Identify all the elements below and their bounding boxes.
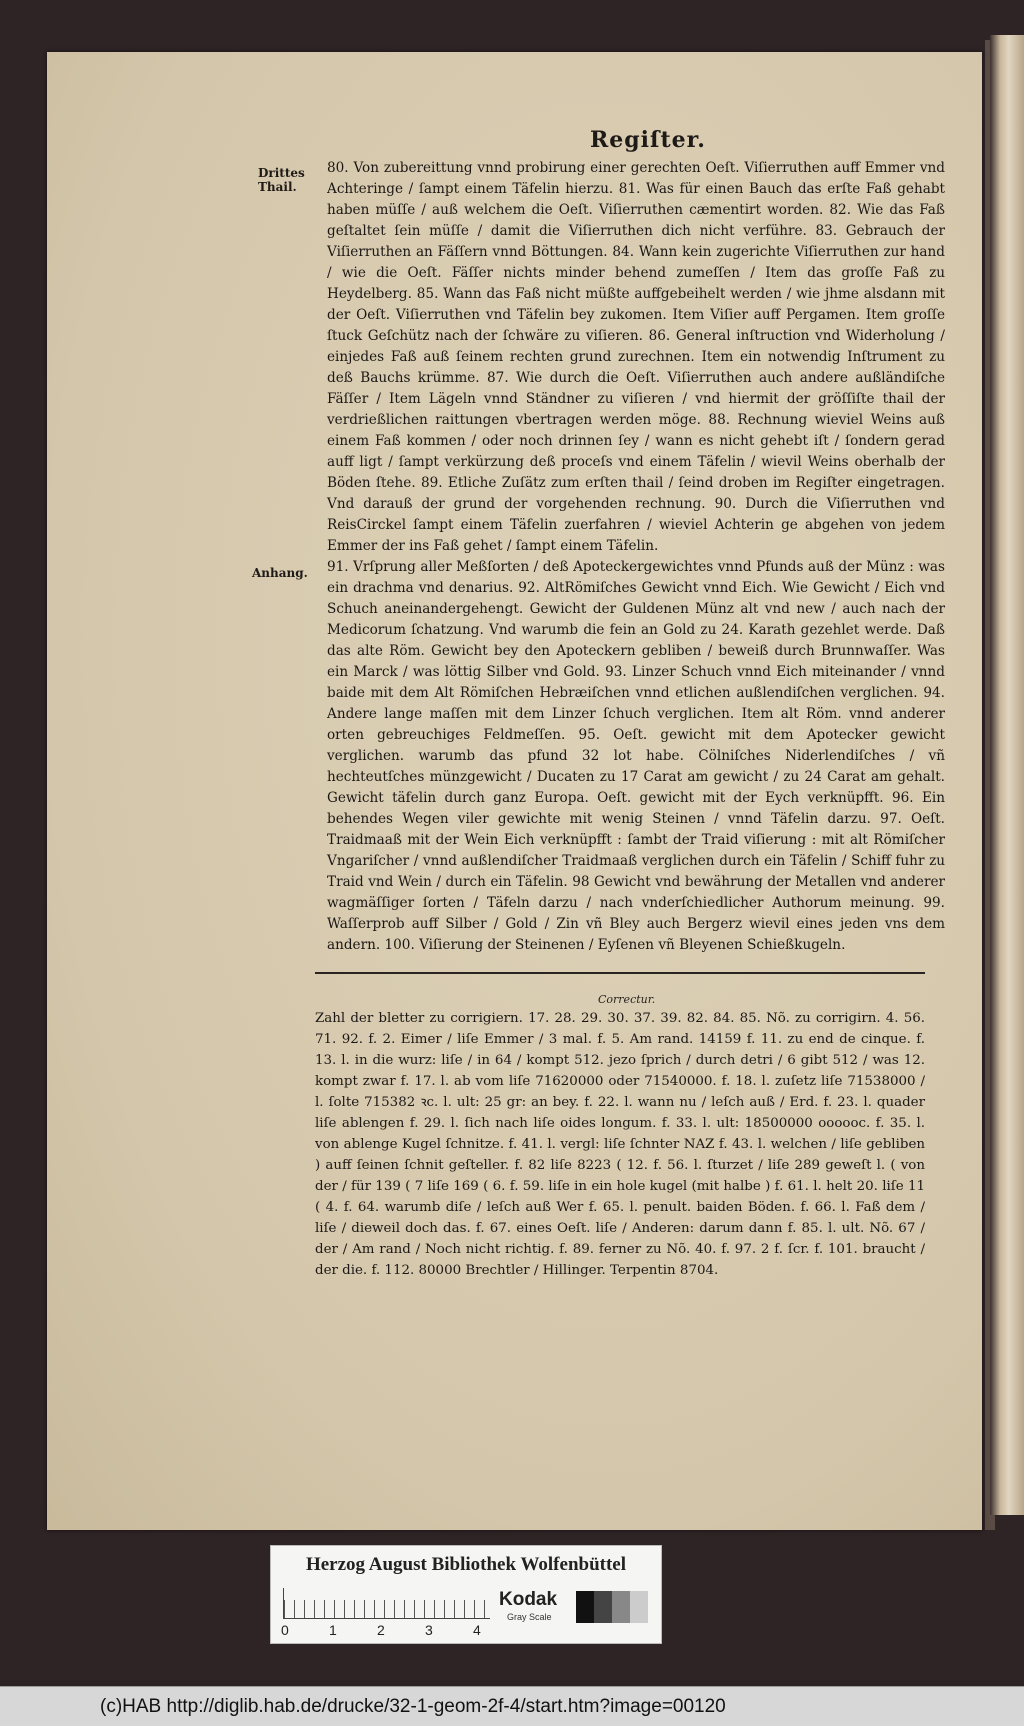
correction-text: Zahl der bletter zu corrigiern. 17. 28. 29. 30. 37. 39. 82. 84. 85. Nõ. zu corrigirn. 4. 56. 71. 92. f. 2. Eimer / liſe Emmer / 3 mal. f. 5. Am rand. 14159 f. 11. zu end de cinque. f. 13. l. in die wurz: liſe / in 64 / kompt 512. jezo ſprich / durch detri / 6 gibt 512 / was 12. kompt zwar f. 17. l. ab vom liſe 71620000 oder 71540000. f. 18. l. zuſetz liſe 71538000 / l. ſolte 715382 ꝛc. l. ult: 25 gr: an bey. f. 22. l. wann nu / leſch auß / Erd. f. 23. l. quader liſe ablengen f. 29. l. ſich nach liſe oides longum. f. 33. l. ult: 18500000 oooooc. f. 35. l. von ablenge Kugel ſchnitze. f. 41. l. vergl: liſe ſchnter NAZ f. 43. l. welchen / liſe gebliben ) auff ſeinen ſchnit geſteller. f. 82 liſe 8223 ( 12. f. 56. l. ſturzet / liſe 289 geweſt l. ( von der / für 139 ( 7 liſe 169 ( 6. f. 59. liſe in ein hole kugel (mit halbe ) f. 61. l. helt 20. liſe 11 ( 4. f. 64. warumb diſe / leſch auß Wer f. 65. l. penult. baiden Böden. f. 66. l. Faß dem / liſe / dieweil doch das. f. 67. eines Oeſt. liſe / Anderen: darum dann f. 85. l. ult. Nõ. 67 / der / Am rand / Noch nicht richtig. f. 89. ferner zu Nõ. 40. f. 97. 2 f. ſcr. f. 101. braucht / der die. f. 112. 80000 Brechtler / Hillinger. Terpentin 8704. bbox=[315, 1011, 925, 1278]
register-body bbox=[327, 158, 945, 956]
correction-block bbox=[315, 1008, 925, 1281]
book-edge bbox=[990, 35, 1024, 1515]
ruler-numbers bbox=[281, 1622, 511, 1638]
ruler-number: 0 bbox=[281, 1622, 289, 1638]
gray-patch bbox=[630, 1591, 648, 1623]
copyright-footer bbox=[0, 1686, 1024, 1726]
ruler-number: 2 bbox=[377, 1622, 385, 1638]
ruler-number: 4 bbox=[473, 1622, 481, 1638]
section-divider bbox=[315, 972, 925, 974]
library-name: Herzog August Bibliothek Wolfenbüttel bbox=[305, 1554, 627, 1575]
color-target-card bbox=[270, 1545, 662, 1644]
gray-patch bbox=[612, 1591, 630, 1623]
ruler-scale bbox=[283, 1588, 490, 1619]
gray-scale-label: Gray Scale bbox=[507, 1612, 552, 1622]
gray-patch bbox=[594, 1591, 612, 1623]
correction-title: Correctur. bbox=[598, 993, 656, 1006]
margin-note-drittes-thail: Drittes Thail. bbox=[258, 166, 305, 194]
register-paragraph: 91. Vrſprung aller Meßſorten / deß Apoteckergewichtes vnnd Pfunds auß der Münz : was ein drachma vnd denarius. 92. AltRömiſches Gewicht vnnd Eich. Wie Gewicht / Eich vnd Schuch aneinandergehengt. Gewicht der Guldenen Münz alt vnd new / auch nach der Medicorum ſchatzung. Vnd warumb die fein an Gold zu 24. Karath gezehlet werde. Daß das alte Röm. Gewicht bey den Apoteckern gebliben / beweiß durch Brunnwaſſer. Was ein Marck / was löttig Silber vnd Gold. 93. Linzer Schuch vnnd Eich miteinander / vnnd baide mit dem Alt Römiſchen Hebræiſchen vnnd etlichen außlendiſchen verglichen. 94. Andere lange maſſen mit dem Linzer ſchuch verglichen. Item alt Röm. vnnd anderer orten gebreuchiges Feldmeſſen. 95. Oeſt. gewicht mit dem Apotecker gewicht verglichen. warumb das pfund 32 lot habe. Cölniſches Niderlendiſches / vñ hechteutſches münzgewicht / Ducaten zu 17 Carat am gewicht / zu 24 Carat am gehalt. Gewicht täfelin durch ganz Europa. Oeſt. gewicht mit der Eych verknüpfft. 96. Ein behendes Wegen viler gewichte mit wenig Steinen / vnnd Täfelin darzu. 97. Oeſt. Traidmaaß mit der Wein Eich verknüpfft : ſambt der Traid viſierung : mit alt Römiſcher Vngariſcher / vnnd außlendiſcher Traidmaaß verglichen durch ein Täfelin / Schiff fuhr zu Traid vnd Wein / durch ein Täfelin. 98 Gewicht vnd bewährung der Metallen vnd anderer wagmäſſiger ſorten / Täfeln darzu / nach vnderſchiedlicher Authorum meinung. 99. Waſſerprob auff Silber / Gold / Zin vñ Bley auch Bergerz wievil eines jeden vns dem andern. 100. Viſierung der Steinenen / Eyſenen vñ Bleyenen Schießkugeln. bbox=[327, 559, 945, 953]
kodak-logo: Kodak bbox=[499, 1589, 558, 1610]
page-header: Regiſter. bbox=[590, 127, 706, 153]
gray-patches bbox=[576, 1591, 648, 1623]
margin-note-anhang: Anhang. bbox=[252, 566, 308, 580]
ruler-number: 3 bbox=[425, 1622, 433, 1638]
register-paragraph: 80. Von zubereittung vnnd probirung einer gerechten Oeſt. Viſierruthen auff Emmer vnd Achteringe / ſampt einem Täfelin hierzu. 81. Was für einen Bauch das erſte Faß gehabt haben müſſe / auß welchem die Oeſt. Viſierruthen cæmentirt worden. 82. Wie das Faß geſtaltet ſein müſſe / damit die Viſierruthen dich nicht verführe. 83. Gebrauch der Viſierruthen an Fäſſern vnnd Böttungen. 84. Wann kein zugerichte Viſierruthen zur hand / wie die Oeſt. Fäſſer nichts minder behend zumeſſen / Item das groſſe Faß zu Heydelberg. 85. Wann das Faß nicht müßte auffgebeihelt werden / wie jhme alsdann mit der Oeſt. Viſierruthen vnd Täfelin bey zukomen. Item Viſier auff Pergamen. Item groſſe ſtuck Geſchütz nach der ſchwäre zu viſieren. 86. General inſtruction vnd Widerholung / einjedes Faß auß ſeinem rechten grund zurechnen. Item ein notwendig Inſtrument zu deß Bauchs krümme. 87. Wie durch die Oeſt. Viſierruthen auch andere außländiſche Fäſſer / Item Lägeln vnnd Ständner zu viſieren / vnd hiermit der gröſſiſte thail der verdrießlichen raittungen vbertragen werden möge. 88. Rechnung wieviel Weins auß einem Faß kommen / oder noch drinnen ſey / wann es nicht gehebt iſt / ſondern gerad auff ligt / ſampt verkürzung deß proceſs vnd einem Täfelin / wievil Weins oberhalb der Böden ſtehe. 89. Etliche Zuſätz zum erſten thail / ſeind droben im Regiſter eingetragen. Vnd darauß der grund der vorgehenden rechnung. 90. Durch die Viſierruthen vnd ReisCirckel ſampt einem Täfelin zuerfahren / wieviel Achterin ge abgehen von jedem Emmer der ins Faß gehet / ſampt einem Täfelin. bbox=[327, 160, 945, 554]
gray-patch bbox=[576, 1591, 594, 1623]
ruler-number: 1 bbox=[329, 1622, 337, 1638]
copyright-link[interactable]: (c)HAB http://diglib.hab.de/drucke/32-1-geom-2f-4/start.htm?image=00120 bbox=[100, 1696, 726, 1717]
